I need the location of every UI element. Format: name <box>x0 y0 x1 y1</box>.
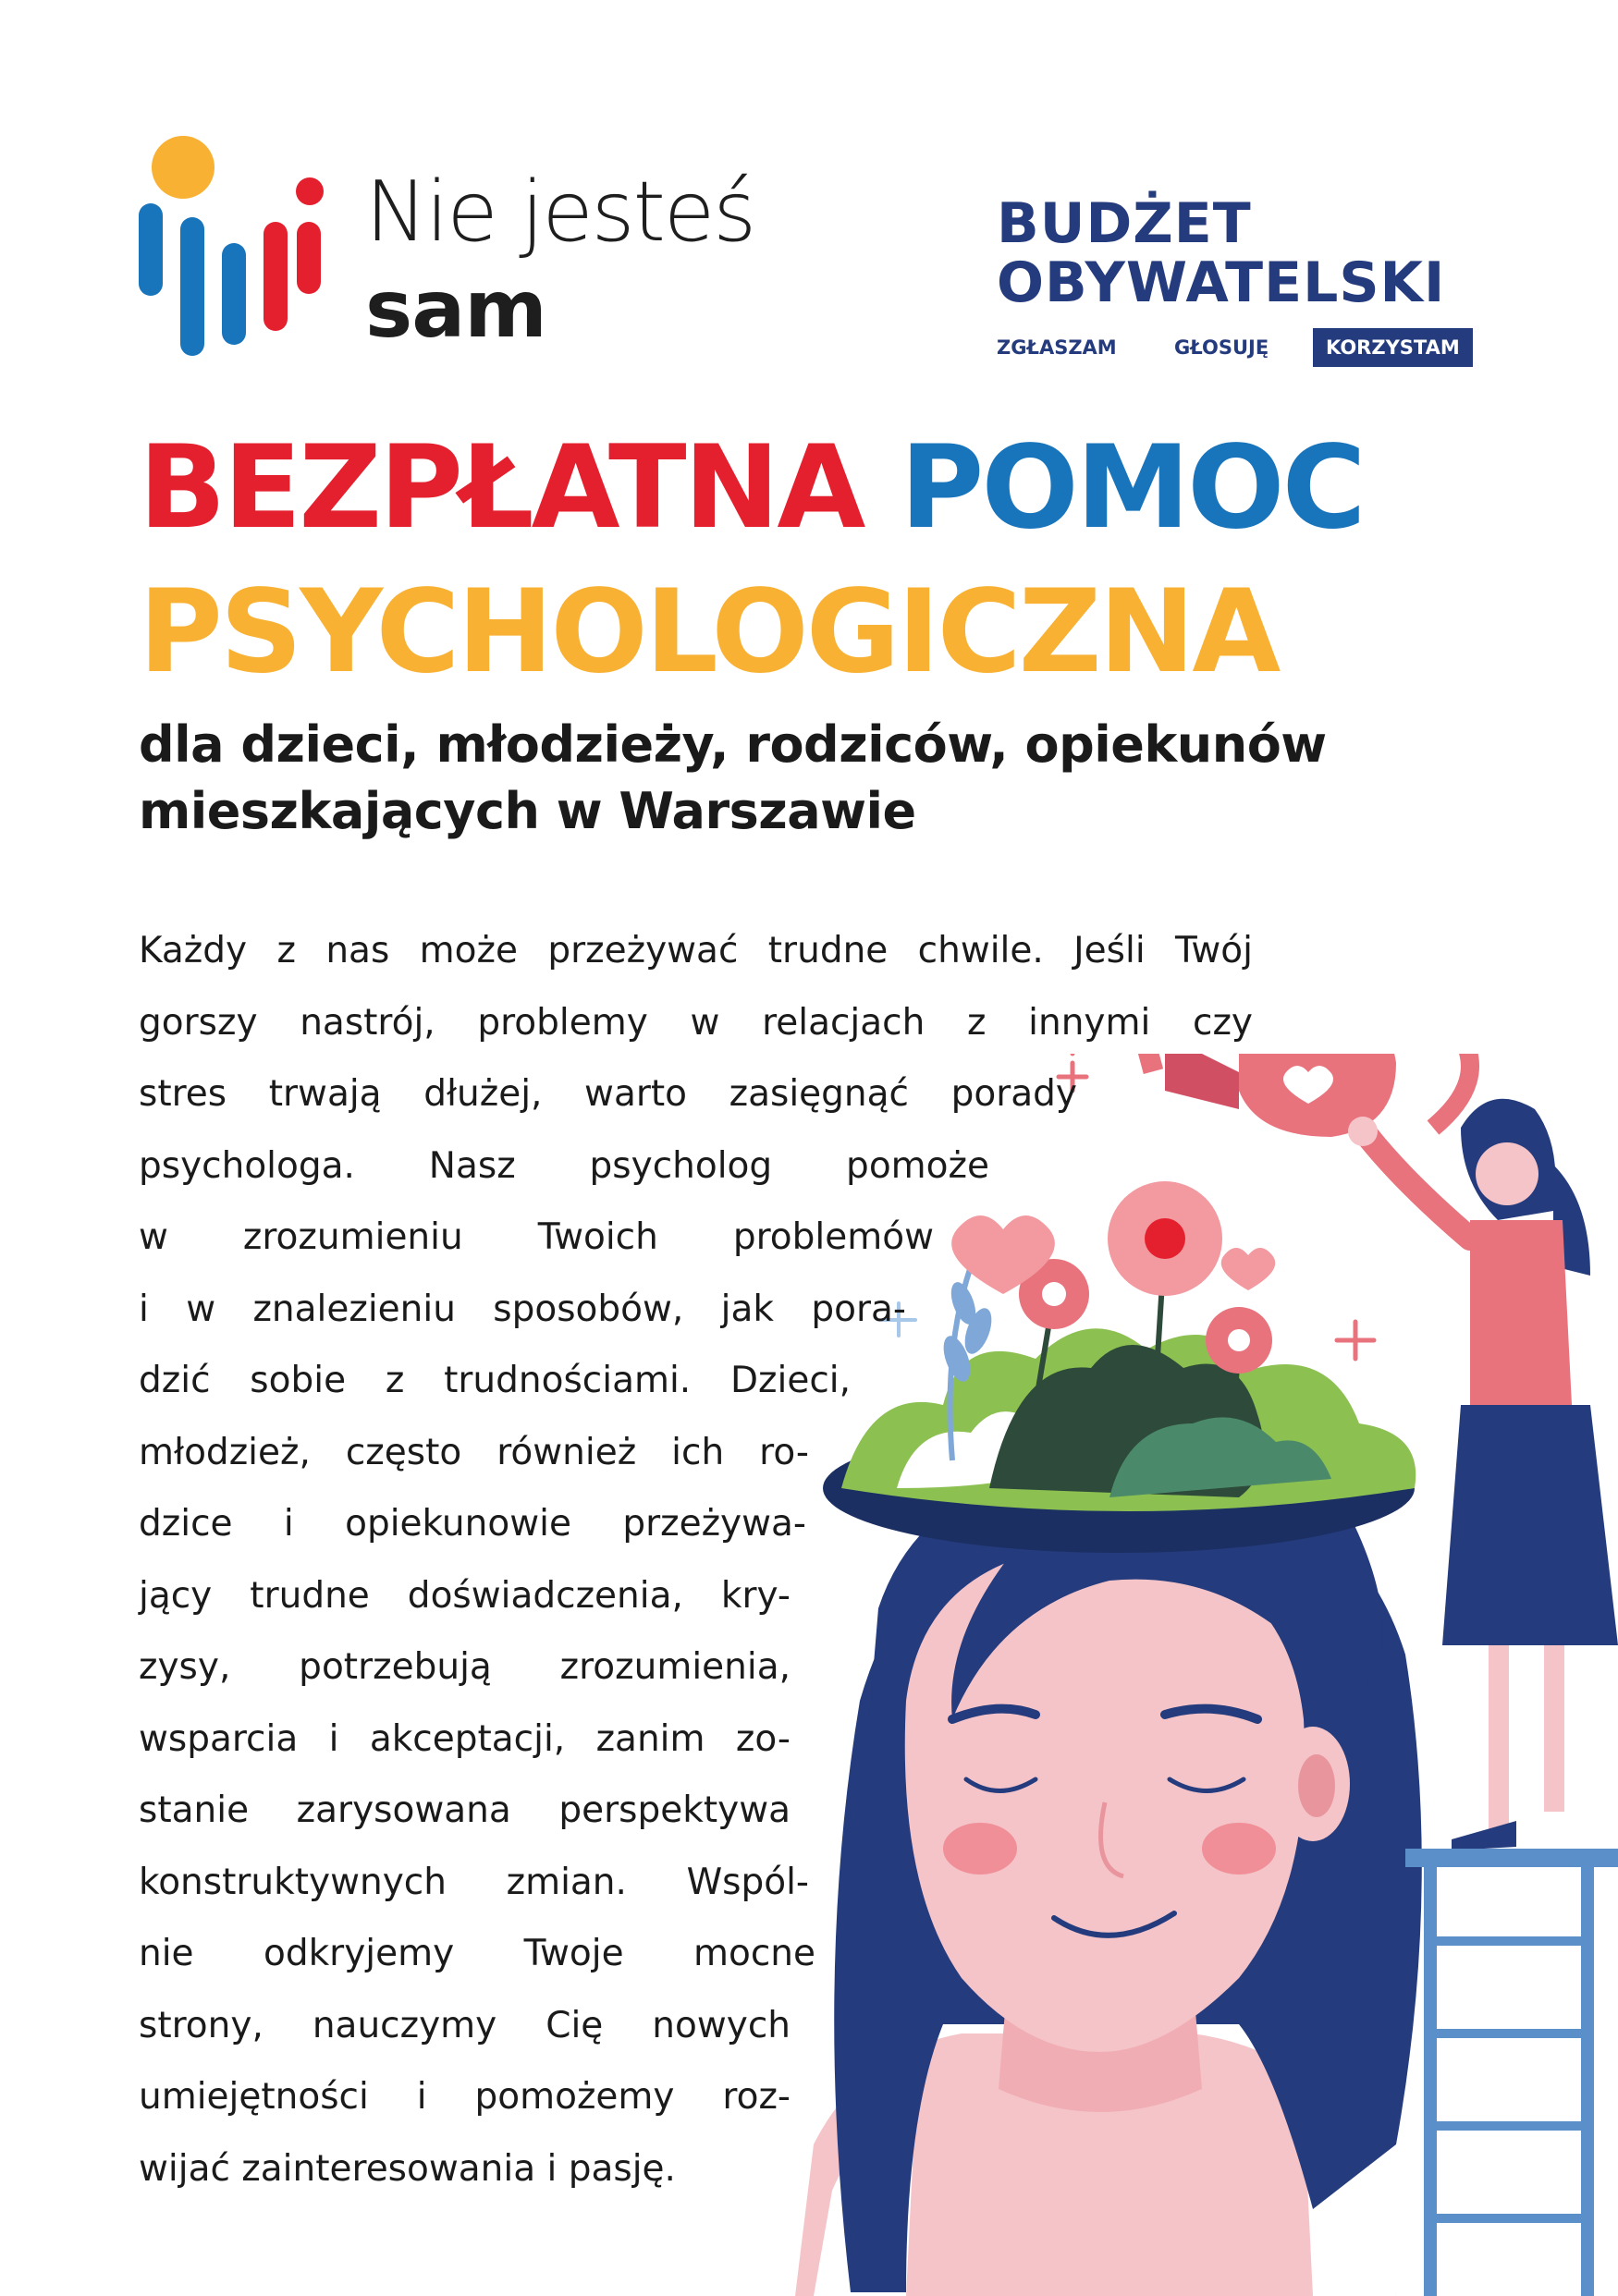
nie-jestes-sam-logo <box>134 134 800 374</box>
people-logo-icon <box>134 134 337 365</box>
budzet-tags <box>997 328 1496 367</box>
tag-korzystam: KORZYSTAM <box>1313 328 1473 367</box>
body-line: strony, nauczymy Cię nowych <box>139 2004 791 2046</box>
tag-zglaszam: ZGŁASZAM <box>997 336 1117 359</box>
body-text <box>139 915 1253 2204</box>
body-line: dzice i opiekunowie przeżywa- <box>139 1503 806 1545</box>
body-line: młodzież, często również ich ro- <box>139 1431 809 1473</box>
body-line: wijać zainteresowania i pasję. <box>139 2147 676 2190</box>
body-line: nie odkryjemy Twoje mocne <box>139 1933 815 1974</box>
headline-word-pomoc: POMOC <box>900 421 1364 555</box>
body-line: psychologa. Nasz psycholog pomoże <box>139 1144 989 1187</box>
subheading-line-2: mieszkających w Warszawie <box>139 782 916 840</box>
headline-word-bezplatna: BEZPŁATNA <box>139 421 864 555</box>
body-line: dzić sobie z trudnościami. Dzieci, <box>139 1360 851 1401</box>
body-line: stanie zarysowana perspektywa <box>139 1789 791 1831</box>
headline <box>139 416 1544 704</box>
logo-line-2: sam <box>365 263 546 356</box>
body-line: konstruktywnych zmian. Wspól- <box>139 1861 809 1903</box>
headline-row-1 <box>139 416 1544 560</box>
tag-glosuje: GŁOSUJĘ <box>1174 336 1269 359</box>
body-line: stres trwają dłużej, warto zasięgnąć porady <box>139 1073 1077 1115</box>
body-line: zysy, potrzebują zrozumienia, <box>139 1646 791 1688</box>
headline-word-psychologiczna: PSYCHOLOGICZNA <box>139 566 1279 699</box>
body-line: gorszy nastrój, problemy w relacjach z innymi czy <box>139 1001 1253 1044</box>
body-line: jący trudne doświadczenia, kry- <box>139 1574 791 1617</box>
body-line: Każdy z nas może przeżywać trudne chwile. Jeśli Twój <box>139 930 1253 971</box>
body-line: umiejętności i pomożemy roz- <box>139 2076 791 2118</box>
budzet-title: BUDŻET <box>997 191 1252 256</box>
budzet-obywatelski-logo <box>997 191 1496 370</box>
logo-wordmark <box>365 162 754 356</box>
logo-line-1: Nie jesteś <box>365 164 755 261</box>
subheading-line-1: dla dzieci, młodzieży, rodziców, opiekunów <box>139 715 1327 774</box>
subheading <box>139 712 1526 845</box>
body-line: w zrozumieniu Twoich problemów <box>139 1216 934 1258</box>
obywatelski-title: OBYWATELSKI <box>997 250 1446 315</box>
body-line: wsparcia i akceptacji, zanim zo- <box>139 1717 791 1760</box>
body-line: i w znalezieniu sposobów, jak pora- <box>139 1288 906 1330</box>
